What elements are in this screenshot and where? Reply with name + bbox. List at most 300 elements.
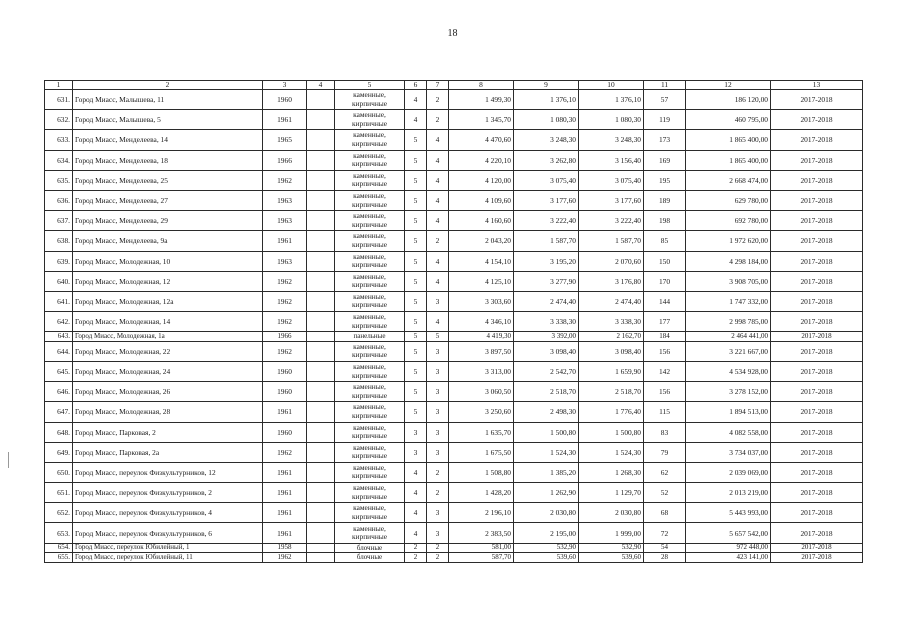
address-cell: Город Миасс, переулок Физкультурников, 4 — [73, 503, 263, 523]
floors-cell: 3 — [405, 422, 427, 442]
period-cell: 2017-2018 — [771, 503, 863, 523]
floors-cell: 5 — [405, 271, 427, 291]
private-area-cell: 532,90 — [579, 543, 644, 553]
cost-cell: 2 039 069,00 — [686, 462, 771, 482]
entrances-cell: 4 — [427, 130, 449, 150]
period-cell: 2017-2018 — [771, 130, 863, 150]
column-number-cell: 6 — [405, 81, 427, 90]
table-row — [45, 130, 863, 150]
entrances-cell: 3 — [427, 442, 449, 462]
address-cell: Город Миасс, Парковая, 2а — [73, 442, 263, 462]
floors-cell: 5 — [405, 231, 427, 251]
living-area-cell: 3 248,30 — [514, 130, 579, 150]
private-area-cell: 2 518,70 — [579, 382, 644, 402]
row-number-cell: 647. — [45, 402, 73, 422]
living-area-cell: 3 277,90 — [514, 271, 579, 291]
table-row — [45, 190, 863, 210]
wall-material-cell: каменные, кирпичные — [335, 312, 405, 332]
column-number-cell: 7 — [427, 81, 449, 90]
empty-cell — [307, 523, 335, 543]
private-area-cell: 3 177,60 — [579, 190, 644, 210]
address-cell: Город Миасс, Менделеева, 29 — [73, 211, 263, 231]
entrances-cell: 2 — [427, 462, 449, 482]
address-cell: Город Миасс, Молодежная, 28 — [73, 402, 263, 422]
year-built-cell: 1961 — [263, 503, 307, 523]
wall-material-cell: каменные, кирпичные — [335, 130, 405, 150]
total-area-cell: 581,00 — [449, 543, 514, 553]
residents-cell: 54 — [644, 543, 686, 553]
wall-material-cell: каменные, кирпичные — [335, 422, 405, 442]
column-number-cell: 9 — [514, 81, 579, 90]
address-cell: Город Миасс, переулок Физкультурников, 12 — [73, 462, 263, 482]
floors-cell: 2 — [405, 543, 427, 553]
residents-cell: 173 — [644, 130, 686, 150]
private-area-cell: 3 176,80 — [579, 271, 644, 291]
address-cell: Город Миасс, Менделеева, 27 — [73, 190, 263, 210]
address-cell: Город Миасс, Молодежная, 22 — [73, 341, 263, 361]
residents-cell: 28 — [644, 553, 686, 563]
table-body — [45, 81, 863, 563]
wall-material-cell: каменные, кирпичные — [335, 170, 405, 190]
period-cell: 2017-2018 — [771, 382, 863, 402]
row-number-cell: 646. — [45, 382, 73, 402]
wall-material-cell: каменные, кирпичные — [335, 231, 405, 251]
row-number-cell: 652. — [45, 503, 73, 523]
private-area-cell: 2 474,40 — [579, 291, 644, 311]
row-number-cell: 634. — [45, 150, 73, 170]
address-cell: Город Миасс, Менделеева, 9а — [73, 231, 263, 251]
private-area-cell: 1 268,30 — [579, 462, 644, 482]
year-built-cell: 1962 — [263, 170, 307, 190]
cost-cell: 3 734 037,00 — [686, 442, 771, 462]
empty-cell — [307, 483, 335, 503]
page-number: 18 — [447, 28, 458, 39]
table-row — [45, 361, 863, 381]
living-area-cell: 1 587,70 — [514, 231, 579, 251]
floors-cell: 5 — [405, 291, 427, 311]
residents-cell: 195 — [644, 170, 686, 190]
period-cell: 2017-2018 — [771, 231, 863, 251]
floors-cell: 5 — [405, 211, 427, 231]
housing-register-table — [44, 80, 863, 563]
entrances-cell: 3 — [427, 291, 449, 311]
period-cell: 2017-2018 — [771, 332, 863, 342]
wall-material-cell: каменные, кирпичные — [335, 90, 405, 110]
empty-cell — [307, 271, 335, 291]
address-cell: Город Миасс, переулок Юбилейный, 1 — [73, 543, 263, 553]
scan-margin-mark — [8, 452, 9, 468]
private-area-cell: 539,60 — [579, 553, 644, 563]
address-cell: Город Миасс, Парковая, 2 — [73, 422, 263, 442]
address-cell: Город Миасс, Менделеева, 25 — [73, 170, 263, 190]
empty-cell — [307, 442, 335, 462]
floors-cell: 5 — [405, 361, 427, 381]
private-area-cell: 1 129,70 — [579, 483, 644, 503]
empty-cell — [307, 130, 335, 150]
row-number-cell: 651. — [45, 483, 73, 503]
period-cell: 2017-2018 — [771, 271, 863, 291]
table-row — [45, 150, 863, 170]
table-row — [45, 543, 863, 553]
living-area-cell: 3 338,30 — [514, 312, 579, 332]
total-area-cell: 3 060,50 — [449, 382, 514, 402]
address-cell: Город Миасс, Молодежная, 12а — [73, 291, 263, 311]
entrances-cell: 3 — [427, 422, 449, 442]
total-area-cell: 4 154,10 — [449, 251, 514, 271]
entrances-cell: 3 — [427, 503, 449, 523]
row-number-cell: 648. — [45, 422, 73, 442]
residents-cell: 150 — [644, 251, 686, 271]
column-number-cell: 8 — [449, 81, 514, 90]
period-cell: 2017-2018 — [771, 110, 863, 130]
row-number-cell: 645. — [45, 361, 73, 381]
total-area-cell: 4 109,60 — [449, 190, 514, 210]
cost-cell: 2 464 441,00 — [686, 332, 771, 342]
column-number-row — [45, 81, 863, 90]
address-cell: Город Миасс, Менделеева, 18 — [73, 150, 263, 170]
empty-cell — [307, 402, 335, 422]
empty-cell — [307, 332, 335, 342]
column-number-cell: 1 — [45, 81, 73, 90]
column-number-cell: 11 — [644, 81, 686, 90]
table-row — [45, 523, 863, 543]
period-cell: 2017-2018 — [771, 211, 863, 231]
year-built-cell: 1966 — [263, 332, 307, 342]
residents-cell: 62 — [644, 462, 686, 482]
cost-cell: 1 747 332,00 — [686, 291, 771, 311]
total-area-cell: 1 428,20 — [449, 483, 514, 503]
wall-material-cell: каменные, кирпичные — [335, 341, 405, 361]
year-built-cell: 1962 — [263, 341, 307, 361]
entrances-cell: 2 — [427, 90, 449, 110]
floors-cell: 3 — [405, 442, 427, 462]
address-cell: Город Миасс, Малышева, 5 — [73, 110, 263, 130]
entrances-cell: 2 — [427, 553, 449, 563]
floors-cell: 5 — [405, 341, 427, 361]
private-area-cell: 1 376,10 — [579, 90, 644, 110]
residents-cell: 52 — [644, 483, 686, 503]
table-row — [45, 251, 863, 271]
private-area-cell: 1 524,30 — [579, 442, 644, 462]
private-area-cell: 1 659,90 — [579, 361, 644, 381]
period-cell: 2017-2018 — [771, 422, 863, 442]
wall-material-cell: каменные, кирпичные — [335, 382, 405, 402]
year-built-cell: 1965 — [263, 130, 307, 150]
table-row — [45, 382, 863, 402]
private-area-cell: 2 070,60 — [579, 251, 644, 271]
private-area-cell: 2 162,70 — [579, 332, 644, 342]
wall-material-cell: каменные, кирпичные — [335, 442, 405, 462]
row-number-cell: 635. — [45, 170, 73, 190]
year-built-cell: 1960 — [263, 422, 307, 442]
total-area-cell: 4 470,60 — [449, 130, 514, 150]
year-built-cell: 1958 — [263, 543, 307, 553]
period-cell: 2017-2018 — [771, 442, 863, 462]
total-area-cell: 4 419,30 — [449, 332, 514, 342]
wall-material-cell: каменные, кирпичные — [335, 110, 405, 130]
period-cell: 2017-2018 — [771, 361, 863, 381]
private-area-cell: 1 999,00 — [579, 523, 644, 543]
total-area-cell: 1 345,70 — [449, 110, 514, 130]
cost-cell: 1 894 513,00 — [686, 402, 771, 422]
private-area-cell: 3 222,40 — [579, 211, 644, 231]
residents-cell: 189 — [644, 190, 686, 210]
empty-cell — [307, 90, 335, 110]
residents-cell: 177 — [644, 312, 686, 332]
living-area-cell: 3 195,20 — [514, 251, 579, 271]
living-area-cell: 2 030,80 — [514, 503, 579, 523]
period-cell: 2017-2018 — [771, 90, 863, 110]
row-number-cell: 640. — [45, 271, 73, 291]
private-area-cell: 3 156,40 — [579, 150, 644, 170]
living-area-cell: 1 376,10 — [514, 90, 579, 110]
address-cell: Город Миасс, Молодежная, 14 — [73, 312, 263, 332]
floors-cell: 5 — [405, 150, 427, 170]
empty-cell — [307, 422, 335, 442]
row-number-cell: 650. — [45, 462, 73, 482]
cost-cell: 4 298 184,00 — [686, 251, 771, 271]
period-cell: 2017-2018 — [771, 553, 863, 563]
living-area-cell: 2 498,30 — [514, 402, 579, 422]
private-area-cell: 1 587,70 — [579, 231, 644, 251]
year-built-cell: 1961 — [263, 462, 307, 482]
residents-cell: 119 — [644, 110, 686, 130]
wall-material-cell: блочные — [335, 553, 405, 563]
cost-cell: 4 082 558,00 — [686, 422, 771, 442]
period-cell: 2017-2018 — [771, 462, 863, 482]
entrances-cell: 5 — [427, 332, 449, 342]
empty-cell — [307, 503, 335, 523]
table-row — [45, 332, 863, 342]
residents-cell: 85 — [644, 231, 686, 251]
entrances-cell: 4 — [427, 150, 449, 170]
table-row — [45, 271, 863, 291]
total-area-cell: 4 220,10 — [449, 150, 514, 170]
cost-cell: 3 908 705,00 — [686, 271, 771, 291]
floors-cell: 4 — [405, 483, 427, 503]
living-area-cell: 3 177,60 — [514, 190, 579, 210]
living-area-cell: 3 075,40 — [514, 170, 579, 190]
cost-cell: 629 780,00 — [686, 190, 771, 210]
private-area-cell: 2 030,80 — [579, 503, 644, 523]
table-row — [45, 211, 863, 231]
wall-material-cell: каменные, кирпичные — [335, 251, 405, 271]
period-cell: 2017-2018 — [771, 150, 863, 170]
address-cell: Город Миасс, Молодежная, 24 — [73, 361, 263, 381]
floors-cell: 5 — [405, 251, 427, 271]
living-area-cell: 539,60 — [514, 553, 579, 563]
period-cell: 2017-2018 — [771, 402, 863, 422]
wall-material-cell: каменные, кирпичные — [335, 503, 405, 523]
private-area-cell: 1 080,30 — [579, 110, 644, 130]
entrances-cell: 3 — [427, 382, 449, 402]
empty-cell — [307, 382, 335, 402]
table-row — [45, 442, 863, 462]
living-area-cell: 1 500,80 — [514, 422, 579, 442]
table-row — [45, 402, 863, 422]
entrances-cell: 3 — [427, 402, 449, 422]
living-area-cell: 2 474,40 — [514, 291, 579, 311]
residents-cell: 156 — [644, 382, 686, 402]
cost-cell: 1 865 400,00 — [686, 150, 771, 170]
row-number-cell: 639. — [45, 251, 73, 271]
period-cell: 2017-2018 — [771, 291, 863, 311]
wall-material-cell: каменные, кирпичные — [335, 483, 405, 503]
floors-cell: 5 — [405, 382, 427, 402]
year-built-cell: 1963 — [263, 211, 307, 231]
year-built-cell: 1960 — [263, 90, 307, 110]
living-area-cell: 532,90 — [514, 543, 579, 553]
period-cell: 2017-2018 — [771, 312, 863, 332]
column-number-cell: 10 — [579, 81, 644, 90]
total-area-cell: 2 383,50 — [449, 523, 514, 543]
living-area-cell: 3 222,40 — [514, 211, 579, 231]
period-cell: 2017-2018 — [771, 190, 863, 210]
cost-cell: 2 998 785,00 — [686, 312, 771, 332]
private-area-cell: 3 075,40 — [579, 170, 644, 190]
private-area-cell: 3 338,30 — [579, 312, 644, 332]
empty-cell — [307, 462, 335, 482]
cost-cell: 4 534 928,00 — [686, 361, 771, 381]
column-number-cell: 13 — [771, 81, 863, 90]
residents-cell: 115 — [644, 402, 686, 422]
residents-cell: 169 — [644, 150, 686, 170]
address-cell: Город Миасс, переулок Юбилейный, 11 — [73, 553, 263, 563]
floors-cell: 4 — [405, 110, 427, 130]
living-area-cell: 2 542,70 — [514, 361, 579, 381]
row-number-cell: 653. — [45, 523, 73, 543]
total-area-cell: 3 897,50 — [449, 341, 514, 361]
private-area-cell: 3 248,30 — [579, 130, 644, 150]
residents-cell: 83 — [644, 422, 686, 442]
table-row — [45, 291, 863, 311]
empty-cell — [307, 543, 335, 553]
floors-cell: 5 — [405, 190, 427, 210]
empty-cell — [307, 110, 335, 130]
period-cell: 2017-2018 — [771, 483, 863, 503]
residents-cell: 156 — [644, 341, 686, 361]
address-cell: Город Миасс, Молодежная, 10 — [73, 251, 263, 271]
entrances-cell: 4 — [427, 211, 449, 231]
wall-material-cell: каменные, кирпичные — [335, 190, 405, 210]
entrances-cell: 2 — [427, 543, 449, 553]
address-cell: Город Миасс, переулок Физкультурников, 6 — [73, 523, 263, 543]
year-built-cell: 1962 — [263, 442, 307, 462]
floors-cell: 4 — [405, 503, 427, 523]
living-area-cell: 1 524,30 — [514, 442, 579, 462]
wall-material-cell: каменные, кирпичные — [335, 361, 405, 381]
year-built-cell: 1963 — [263, 251, 307, 271]
residents-cell: 79 — [644, 442, 686, 462]
residents-cell: 184 — [644, 332, 686, 342]
table-row — [45, 231, 863, 251]
wall-material-cell: каменные, кирпичные — [335, 523, 405, 543]
entrances-cell: 3 — [427, 341, 449, 361]
total-area-cell: 2 196,10 — [449, 503, 514, 523]
empty-cell — [307, 211, 335, 231]
table-row — [45, 312, 863, 332]
year-built-cell: 1961 — [263, 110, 307, 130]
empty-cell — [307, 291, 335, 311]
floors-cell: 5 — [405, 170, 427, 190]
row-number-cell: 644. — [45, 341, 73, 361]
cost-cell: 5 443 993,00 — [686, 503, 771, 523]
column-number-cell: 4 — [307, 81, 335, 90]
cost-cell: 2 668 474,00 — [686, 170, 771, 190]
year-built-cell: 1961 — [263, 483, 307, 503]
empty-cell — [307, 341, 335, 361]
entrances-cell: 4 — [427, 170, 449, 190]
entrances-cell: 4 — [427, 312, 449, 332]
floors-cell: 5 — [405, 402, 427, 422]
wall-material-cell: каменные, кирпичные — [335, 291, 405, 311]
wall-material-cell: каменные, кирпичные — [335, 462, 405, 482]
floors-cell: 2 — [405, 553, 427, 563]
total-area-cell: 4 125,10 — [449, 271, 514, 291]
year-built-cell: 1961 — [263, 231, 307, 251]
year-built-cell: 1960 — [263, 361, 307, 381]
private-area-cell: 3 098,40 — [579, 341, 644, 361]
total-area-cell: 1 675,50 — [449, 442, 514, 462]
entrances-cell: 3 — [427, 361, 449, 381]
floors-cell: 5 — [405, 312, 427, 332]
empty-cell — [307, 553, 335, 563]
table-row — [45, 503, 863, 523]
private-area-cell: 1 500,80 — [579, 422, 644, 442]
wall-material-cell: блочные — [335, 543, 405, 553]
empty-cell — [307, 361, 335, 381]
floors-cell: 4 — [405, 523, 427, 543]
column-number-cell: 12 — [686, 81, 771, 90]
period-cell: 2017-2018 — [771, 523, 863, 543]
total-area-cell: 587,70 — [449, 553, 514, 563]
cost-cell: 1 865 400,00 — [686, 130, 771, 150]
table-row — [45, 422, 863, 442]
column-number-cell: 2 — [73, 81, 263, 90]
row-number-cell: 649. — [45, 442, 73, 462]
living-area-cell: 1 080,30 — [514, 110, 579, 130]
total-area-cell: 1 508,80 — [449, 462, 514, 482]
year-built-cell: 1966 — [263, 150, 307, 170]
living-area-cell: 3 098,40 — [514, 341, 579, 361]
year-built-cell: 1962 — [263, 271, 307, 291]
table-row — [45, 110, 863, 130]
living-area-cell: 1 262,90 — [514, 483, 579, 503]
row-number-cell: 637. — [45, 211, 73, 231]
residents-cell: 170 — [644, 271, 686, 291]
entrances-cell: 3 — [427, 523, 449, 543]
total-area-cell: 3 313,00 — [449, 361, 514, 381]
entrances-cell: 4 — [427, 251, 449, 271]
entrances-cell: 2 — [427, 483, 449, 503]
row-number-cell: 636. — [45, 190, 73, 210]
residents-cell: 144 — [644, 291, 686, 311]
residents-cell: 198 — [644, 211, 686, 231]
wall-material-cell: каменные, кирпичные — [335, 271, 405, 291]
year-built-cell: 1963 — [263, 190, 307, 210]
table-row — [45, 462, 863, 482]
address-cell: Город Миасс, Менделеева, 14 — [73, 130, 263, 150]
table-row — [45, 90, 863, 110]
address-cell: Город Миасс, переулок Физкультурников, 2 — [73, 483, 263, 503]
table-row — [45, 170, 863, 190]
year-built-cell: 1962 — [263, 291, 307, 311]
column-number-cell: 3 — [263, 81, 307, 90]
table-row — [45, 341, 863, 361]
row-number-cell: 638. — [45, 231, 73, 251]
row-number-cell: 643. — [45, 332, 73, 342]
total-area-cell: 3 303,60 — [449, 291, 514, 311]
